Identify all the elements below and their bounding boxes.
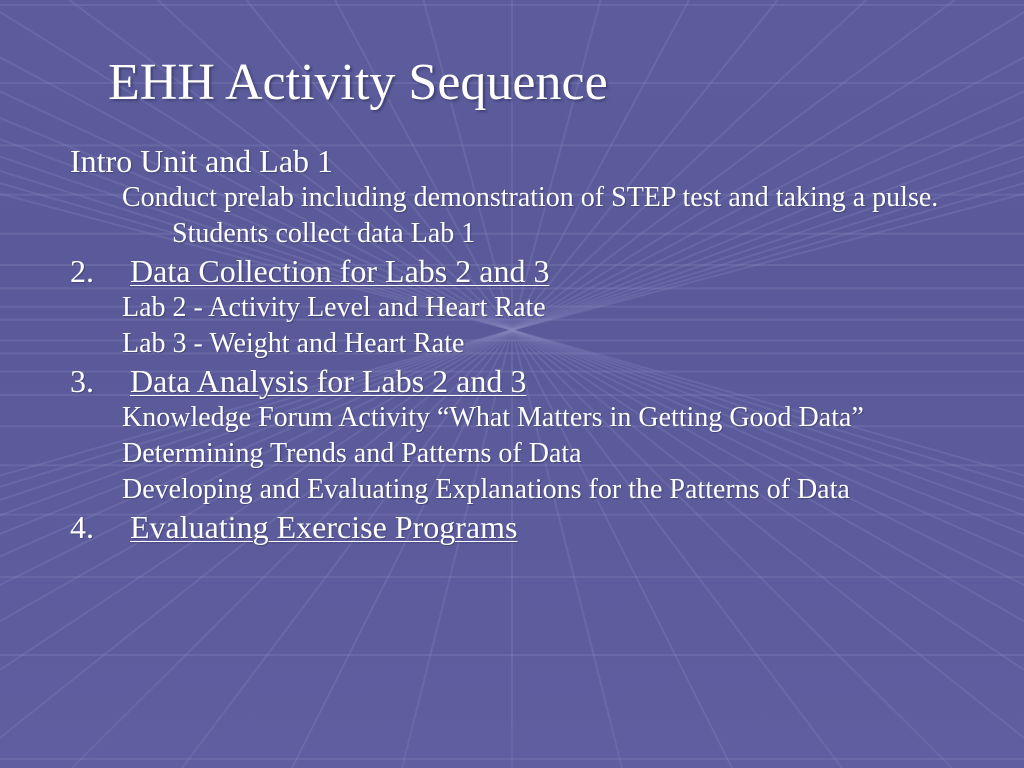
outline-item-4-link[interactable]: Evaluating Exercise Programs <box>130 509 518 545</box>
outline-item-3-subitem: Knowledge Forum Activity “What Matters in Getting Good Data” <box>122 402 864 433</box>
outline-item-3 <box>70 362 970 400</box>
outline-item-4 <box>70 508 970 546</box>
outline-item-2-subitem: Lab 2 - Activity Level and Heart Rate <box>122 292 546 323</box>
outline-item-3-subitem: Determining Trends and Patterns of Data <box>122 438 582 469</box>
outline-item-number: 2. <box>70 253 94 289</box>
outline-item-2-link[interactable]: Data Collection for Labs 2 and 3 <box>130 253 550 289</box>
outline-item-intro-heading: Intro Unit and Lab 1 <box>70 143 334 179</box>
outline-item-2-subitem: Lab 3 - Weight and Heart Rate <box>122 328 465 359</box>
outline-item-3-subitem: Developing and Evaluating Explanations for the Patterns of Data <box>122 474 850 505</box>
slide-title: EHH Activity Sequence <box>108 54 608 111</box>
outline-item-3-link[interactable]: Data Analysis for Labs 2 and 3 <box>130 363 527 399</box>
outline-item-number: 3. <box>70 363 94 399</box>
slide-content <box>70 142 970 546</box>
outline-intro-subitem: Conduct prelab including demonstration of STEP test and taking a pulse. Students collect data Lab 1 <box>122 182 939 249</box>
outline-item-number: 4. <box>70 509 94 545</box>
outline-item-2 <box>70 252 970 290</box>
